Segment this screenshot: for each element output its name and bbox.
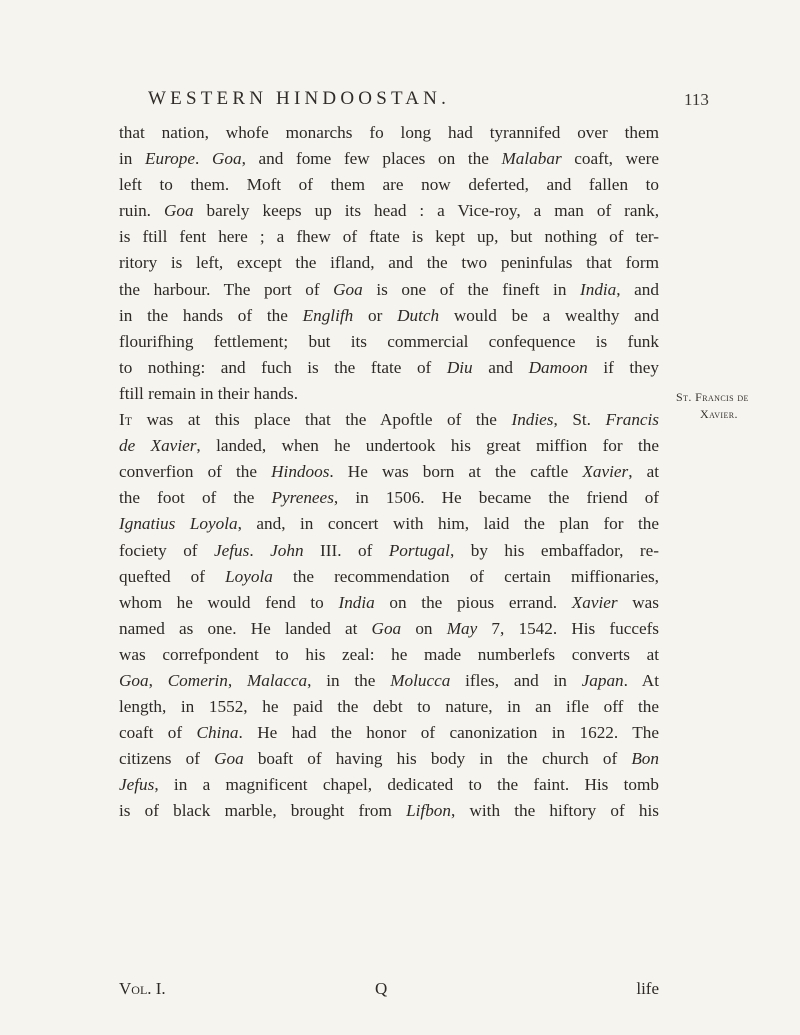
- text-segment: on: [401, 618, 447, 638]
- italic-text: Europe: [145, 149, 195, 169]
- italic-text: de Xavier: [119, 436, 197, 456]
- text-segment: left to them. Moft of them are now deferted, and fallen to: [119, 175, 659, 195]
- text-line: [119, 590, 659, 616]
- text-segment: would be a wealthy and: [439, 305, 659, 325]
- italic-text: Damoon: [528, 357, 588, 377]
- text-segment: was correfpondent to his zeal: he made numberlefs converts at: [119, 644, 659, 664]
- text-segment: ,: [148, 670, 168, 690]
- text-segment: the recommendation of certain miffionaries,: [272, 566, 659, 586]
- text-segment: barely keeps up its head : a Vice-roy, a man of rank,: [193, 201, 659, 221]
- text-segment: that nation, whofe monarchs fo long had tyrannifed over them: [119, 123, 659, 142]
- text-segment: named as one. He landed at: [119, 618, 372, 638]
- text-segment: is of black marble, brought from: [119, 801, 407, 821]
- italic-text: Pyrenees: [271, 488, 334, 508]
- text-line: [119, 381, 659, 407]
- italic-text: Jefus: [119, 775, 155, 795]
- italic-text: Xavier: [571, 592, 618, 612]
- text-segment: . He was born at the caftle: [329, 462, 583, 482]
- text-line: [119, 459, 659, 485]
- text-segment: . At: [623, 670, 659, 690]
- text-line: [119, 668, 659, 694]
- italic-text: Portugal: [388, 540, 450, 560]
- italic-text: China: [196, 723, 239, 743]
- italic-text: Goa: [119, 670, 149, 690]
- text-segment: if they: [587, 357, 659, 377]
- italic-text: Goa: [371, 618, 402, 638]
- marginal-note-line: Xavier.: [700, 407, 738, 421]
- text-segment: .: [195, 149, 212, 169]
- text-line: [119, 146, 659, 172]
- text-segment: to nothing: and fuch is the ftate of: [119, 357, 447, 377]
- text-segment: ruin.: [119, 201, 164, 221]
- text-segment: , and fome few places on the: [241, 149, 502, 169]
- text-line: [119, 616, 659, 642]
- text-line: [119, 798, 659, 824]
- text-line: [119, 224, 659, 250]
- italic-text: Goa: [211, 149, 242, 169]
- text-line: [119, 303, 659, 329]
- text-line: [119, 538, 659, 564]
- text-segment: fociety of: [119, 540, 215, 560]
- text-line: [119, 433, 659, 459]
- italic-text: Ignatius Loyola: [119, 514, 238, 534]
- italic-text: Jefus: [214, 540, 250, 560]
- signature-mark: Q: [375, 979, 388, 998]
- text-line: [119, 172, 659, 198]
- text-segment: and: [472, 357, 529, 377]
- text-line: [119, 511, 659, 537]
- text-segment: citizens of: [119, 749, 215, 769]
- text-segment: in: [119, 149, 146, 169]
- text-line: [119, 198, 659, 224]
- text-segment: quefted of: [119, 566, 226, 586]
- italic-text: Francis: [605, 410, 659, 430]
- page-number: 113: [684, 90, 709, 109]
- italic-text: John: [270, 540, 304, 560]
- italic-text: Diu: [446, 357, 473, 377]
- page-footer: [119, 979, 659, 1003]
- text-segment: the foot of the: [119, 488, 272, 508]
- text-line: [119, 694, 659, 720]
- text-segment: length, in 1552, he paid the debt to nature, in an ifle off the: [119, 697, 659, 717]
- text-segment: , in the: [307, 670, 391, 690]
- text-segment: , in 1506. He became the friend of: [333, 488, 660, 508]
- text-line: [119, 564, 659, 590]
- text-segment: ritory is left, except the ifland, and the two peninfulas that form: [119, 253, 659, 273]
- text-segment: , by his embaffador, re-: [449, 540, 660, 560]
- italic-text: Hindoos: [271, 462, 330, 482]
- body-text: [119, 120, 659, 825]
- text-line: [119, 642, 659, 668]
- italic-text: May: [446, 618, 478, 638]
- italic-text: Molucca: [390, 670, 451, 690]
- text-line: [119, 120, 659, 146]
- text-segment: . He had the honor of canonization in 1622. The: [238, 723, 659, 743]
- italic-text: India: [338, 592, 375, 612]
- text-segment: is ftill fent here ; a fhew of ftate is kept up, but nothing of ter-: [119, 227, 659, 247]
- text-segment: ftill remain in their hands.: [119, 383, 298, 403]
- italic-text: Loyola: [225, 566, 273, 586]
- text-segment: It: [119, 410, 133, 430]
- text-segment: or: [353, 305, 398, 325]
- text-segment: , at: [628, 462, 660, 482]
- text-segment: boaft of having his body in the church of: [243, 749, 632, 769]
- text-segment: , with the hiftory of his: [450, 801, 659, 821]
- text-segment: , landed, when he undertook his great miffion for the: [196, 436, 659, 456]
- text-line: [119, 355, 659, 381]
- italic-text: Dutch: [397, 305, 440, 325]
- italic-text: Lifbon: [406, 801, 451, 821]
- text-segment: , and: [616, 279, 659, 299]
- text-segment: coaft, were: [561, 149, 659, 169]
- text-segment: flourifhing fettlement; but its commercial confequence is funk: [119, 331, 659, 351]
- italic-text: Comerin: [167, 670, 228, 690]
- text-line: [119, 277, 659, 303]
- text-segment: was: [617, 592, 660, 612]
- italic-text: Japan: [581, 670, 624, 690]
- running-head: WESTERN HINDOOSTAN.: [148, 88, 451, 109]
- text-segment: the harbour. The port of: [119, 279, 334, 299]
- italic-text: India: [580, 279, 617, 299]
- text-line: [119, 250, 659, 276]
- italic-text: Goa: [163, 201, 194, 221]
- text-segment: ,: [227, 670, 247, 690]
- text-segment: is one of the fineft in: [362, 279, 580, 299]
- italic-text: Goa: [214, 749, 244, 769]
- text-segment: , St.: [553, 410, 606, 430]
- italic-text: Goa: [333, 279, 363, 299]
- catchword: life: [636, 979, 659, 998]
- italic-text: Xavier: [582, 462, 629, 482]
- text-segment: coaft of: [119, 723, 197, 743]
- text-segment: whom he would fend to: [119, 592, 339, 612]
- italic-text: Indies: [511, 410, 554, 430]
- text-line: [119, 746, 659, 772]
- text-segment: 7, 1542. His fuccefs: [477, 618, 659, 638]
- italic-text: Malacca: [246, 670, 308, 690]
- text-segment: , in a magnificent chapel, dedicated to the faint. His tomb: [154, 775, 659, 795]
- text-segment: III. of: [303, 540, 389, 560]
- text-segment: ifles, and in: [450, 670, 582, 690]
- marginal-note: [676, 389, 800, 423]
- text-segment: on the pious errand.: [374, 592, 572, 612]
- volume-label: Vol. I.: [119, 979, 166, 998]
- text-line: [119, 485, 659, 511]
- text-line: [119, 329, 659, 355]
- italic-text: Englifh: [302, 305, 354, 325]
- text-segment: , and, in concert with him, laid the plan for the: [237, 514, 659, 534]
- marginal-note-line: St. Francis de: [676, 390, 749, 404]
- text-segment: .: [249, 540, 271, 560]
- text-line: [119, 720, 659, 746]
- text-line: [119, 772, 659, 798]
- text-line: [119, 407, 659, 433]
- text-segment: in the hands of the: [119, 305, 303, 325]
- italic-text: Bon: [631, 749, 659, 769]
- italic-text: Malabar: [501, 149, 562, 169]
- text-segment: was at this place that the Apoftle of the: [132, 410, 512, 430]
- text-segment: converfion of the: [119, 462, 272, 482]
